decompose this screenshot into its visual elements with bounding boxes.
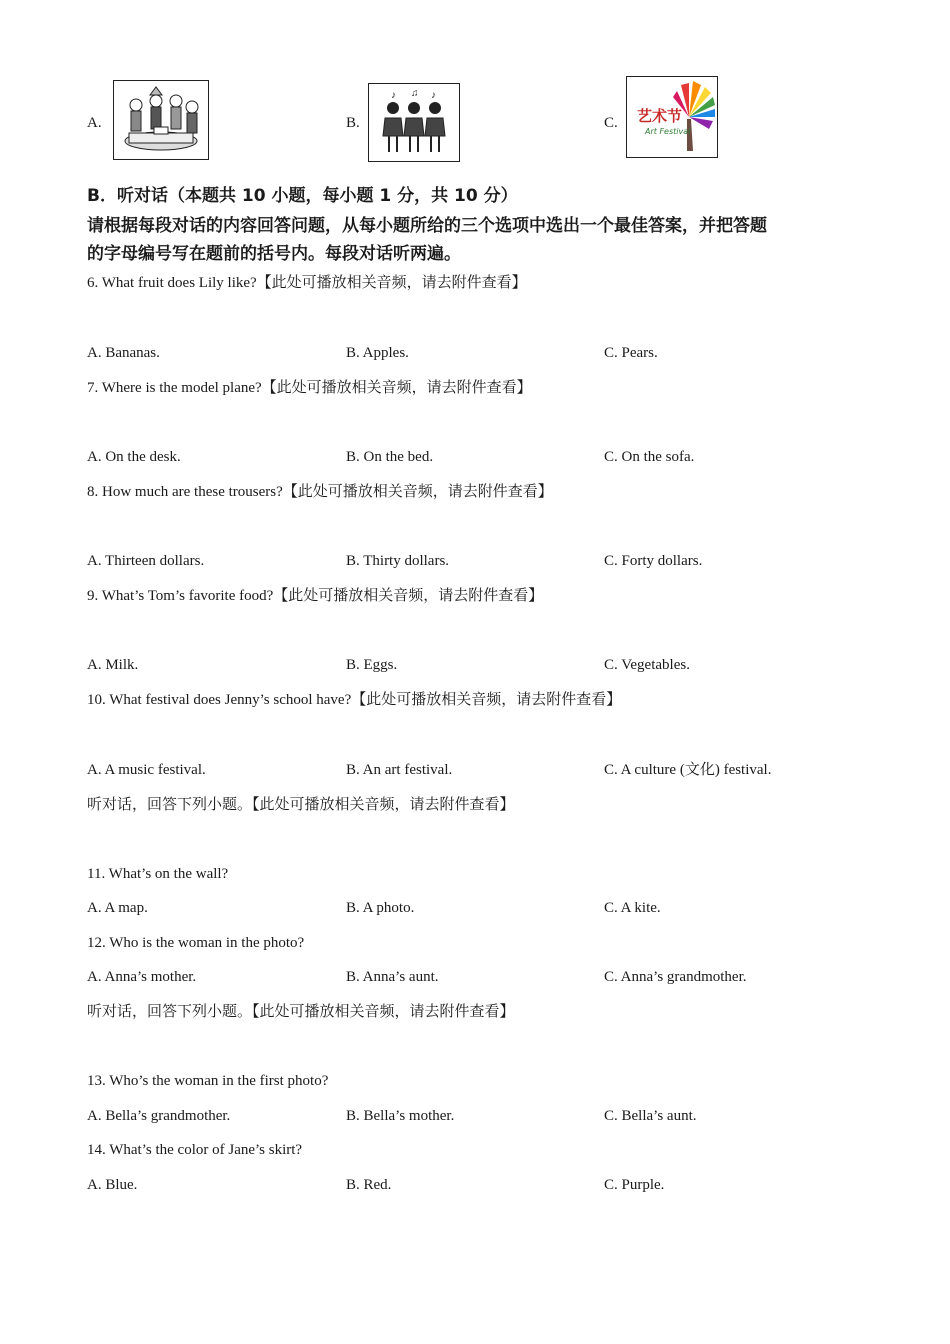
picture-option-b-label: B. [346, 115, 360, 131]
question-14-stem: 14. What’s the color of Jane’s skirt? [87, 1142, 303, 1158]
question-12-option-c: C. Anna’s grandmother. [604, 969, 747, 985]
question-8-option-a: A. Thirteen dollars. [87, 553, 205, 569]
question-6-option-a: A. Bananas. [87, 345, 160, 361]
group-2-intro: 听对话，回答下列小题。【此处可播放相关音频，请去附件查看】 [87, 1004, 515, 1020]
svg-text:♪: ♪ [431, 90, 436, 101]
art-festival-logo-image [626, 76, 718, 158]
question-9-option-c: C. Vegetables. [604, 657, 690, 673]
section-b-title: B．听对话（本题共 10 小题，每小题 1 分，共 10 分） [87, 186, 518, 206]
picture-option-a-label: A. [87, 115, 102, 131]
question-11-option-a: A. A map. [87, 900, 148, 916]
question-12-option-b: B. Anna’s aunt. [346, 969, 439, 985]
question-6-option-c: C. Pears. [604, 345, 658, 361]
question-9-option-a: A. Milk. [87, 657, 139, 673]
group-1-intro: 听对话，回答下列小题。【此处可播放相关音频，请去附件查看】 [87, 797, 515, 813]
question-13-option-c: C. Bella’s aunt. [604, 1108, 697, 1124]
question-9-stem: 9. What’s Tom’s favorite food?【此处可播放相关音频，请去附件查看】 [87, 588, 544, 604]
svg-text:♪: ♪ [391, 90, 396, 101]
question-10-option-a: A. A music festival. [87, 762, 206, 778]
question-6-stem: 6. What fruit does Lily like?【此处可播放相关音频，请去附件查看】 [87, 275, 527, 291]
question-11-option-c: C. A kite. [604, 900, 661, 916]
picture-option-c-label: C. [604, 115, 618, 131]
question-8-option-c: C. Forty dollars. [604, 553, 703, 569]
singing-children-image [368, 83, 460, 162]
question-11-stem: 11. What’s on the wall? [87, 866, 229, 882]
question-13-stem: 13. Who’s the woman in the first photo? [87, 1073, 329, 1089]
question-13-option-a: A. Bella’s grandmother. [87, 1108, 231, 1124]
question-10-option-c: C. A culture (文化) festival. [604, 762, 772, 778]
question-7-option-a: A. On the desk. [87, 449, 181, 465]
question-11-option-b: B. A photo. [346, 900, 415, 916]
question-6-option-b: B. Apples. [346, 345, 409, 361]
question-9-option-b: B. Eggs. [346, 657, 398, 673]
section-b-instruction-line2: 的字母编号写在题前的括号内。每段对话听两遍。 [87, 244, 461, 264]
question-7-option-b: B. On the bed. [346, 449, 434, 465]
party-scene-drawing [114, 81, 208, 159]
party-scene-image [113, 80, 209, 160]
svg-text:♫: ♫ [411, 88, 419, 99]
question-10-stem: 10. What festival does Jenny’s school have?【此处可播放相关音频，请去附件查看】 [87, 692, 622, 708]
art-festival-logo-title: 艺术节 [637, 107, 683, 125]
question-8-option-b: B. Thirty dollars. [346, 553, 450, 569]
question-12-stem: 12. Who is the woman in the photo? [87, 935, 305, 951]
question-14-option-a: A. Blue. [87, 1177, 138, 1193]
section-b-instruction-line1: 请根据每段对话的内容回答问题，从每小题所给的三个选项中选出一个最佳答案，并把答题 [87, 216, 767, 236]
art-festival-logo-caption: Art Festival [645, 127, 691, 136]
question-8-stem: 8. How much are these trousers?【此处可播放相关音频，请去附件查看】 [87, 484, 553, 500]
question-7-stem: 7. Where is the model plane?【此处可播放相关音频，请去附件查看】 [87, 380, 532, 396]
question-14-option-c: C. Purple. [604, 1177, 665, 1193]
question-10-option-b: B. An art festival. [346, 762, 453, 778]
question-12-option-a: A. Anna’s mother. [87, 969, 197, 985]
question-14-option-b: B. Red. [346, 1177, 392, 1193]
question-13-option-b: B. Bella’s mother. [346, 1108, 455, 1124]
singing-children-drawing [369, 84, 459, 161]
question-7-option-c: C. On the sofa. [604, 449, 695, 465]
